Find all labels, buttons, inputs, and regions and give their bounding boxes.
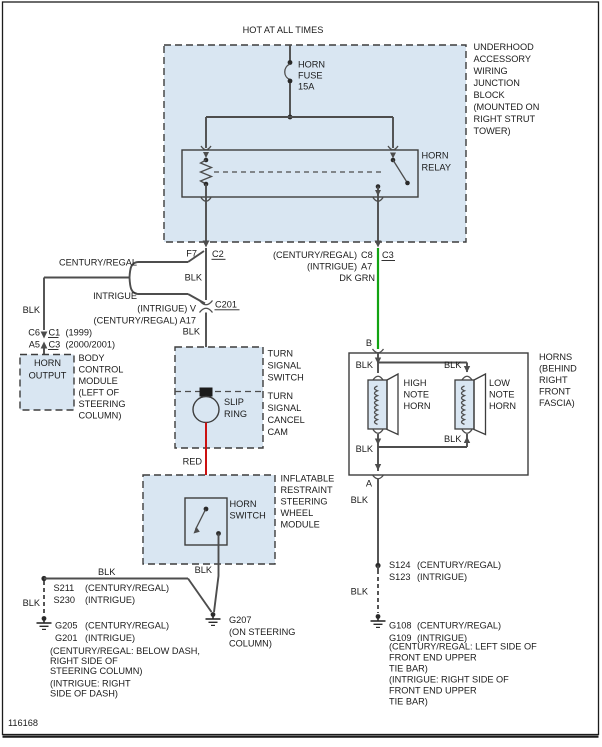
module-label: WHEEL bbox=[280, 508, 314, 518]
horns-location-label: (BEHIND bbox=[539, 363, 577, 374]
ground-label: G108 bbox=[389, 620, 412, 631]
cancel-cam-label: CAM bbox=[267, 427, 288, 437]
junction-block-label: RIGHT STRUT bbox=[473, 114, 536, 124]
connector-label-c3: C3 bbox=[48, 339, 61, 350]
ground-location-label: (CENTURY/REGAL: BELOW DASH, bbox=[50, 646, 200, 656]
horn-output-label: OUTPUT bbox=[28, 370, 67, 381]
bcm-label: CONTROL bbox=[78, 364, 124, 375]
wire-color-label: BLK bbox=[184, 272, 202, 283]
ground-label: G109 bbox=[389, 633, 412, 643]
module-label: STEERING bbox=[280, 496, 328, 507]
pin-label-a7: A7 bbox=[361, 261, 373, 272]
pin-label-c8: C8 bbox=[361, 250, 373, 260]
slip-ring-contact bbox=[200, 388, 213, 397]
bcm-label: COLUMN) bbox=[78, 410, 122, 421]
junction-block-label: JUNCTION bbox=[473, 78, 520, 88]
slip-ring-label: RING bbox=[224, 409, 247, 419]
model-label: (CENTURY/REGAL) bbox=[85, 583, 170, 593]
ground-location-label: FRONT END UPPER bbox=[389, 685, 477, 696]
ground-g207 bbox=[206, 612, 296, 648]
horn-switch-module bbox=[143, 474, 334, 613]
horns-location-label: FRONT bbox=[539, 386, 571, 397]
pin-label-a5: A5 bbox=[28, 339, 40, 350]
splice-label: S211 bbox=[53, 583, 75, 593]
arrow-icon bbox=[41, 342, 48, 349]
cancel-cam-label: CANCEL bbox=[267, 415, 305, 425]
bcm-label: BODY bbox=[78, 353, 105, 363]
year-label: (1999) bbox=[65, 327, 93, 338]
low-note-horn-label: LOW bbox=[489, 378, 510, 388]
horn-output-label: HORN bbox=[33, 358, 62, 368]
ground-location-label: TIE BAR) bbox=[389, 696, 428, 707]
left-grounds bbox=[23, 567, 212, 699]
high-note-horn-label: NOTE bbox=[403, 389, 430, 400]
low-note-horn-label: HORN bbox=[489, 401, 517, 411]
splice-label: S123 bbox=[389, 572, 411, 582]
turn-signal-switch-label: TURN bbox=[267, 348, 294, 359]
ground-location-label: STEERING COLUMN) bbox=[50, 666, 143, 676]
bcm-label: (LEFT OF bbox=[78, 387, 120, 398]
junction-block-label: BLOCK bbox=[473, 90, 505, 100]
junction-block-label: TOWER) bbox=[473, 126, 511, 136]
fuse-label: FUSE bbox=[298, 70, 323, 81]
ground-icon-g207 bbox=[206, 612, 221, 625]
branch-label-century-regal: CENTURY/REGAL bbox=[59, 257, 137, 268]
turn-signal-switch-label: SWITCH bbox=[267, 372, 304, 383]
bcm-label: STEERING bbox=[78, 399, 126, 409]
wire-color-label: BLK bbox=[444, 434, 462, 444]
arrow-icon bbox=[375, 241, 382, 248]
horns-location-label: RIGHT bbox=[539, 375, 568, 385]
connector-arc bbox=[373, 349, 384, 353]
model-label: (CENTURY/REGAL) bbox=[85, 620, 170, 631]
arrow-icon bbox=[203, 241, 210, 248]
relay-label: RELAY bbox=[421, 162, 451, 173]
ground-label: G205 bbox=[55, 620, 78, 631]
connector-label-c1: C1 bbox=[48, 327, 61, 338]
wire-color-label: BLK bbox=[194, 565, 212, 575]
ground-icon-g108 bbox=[371, 614, 386, 627]
high-note-horn-label: HORN bbox=[403, 401, 431, 411]
ground-location-label: (ON STEERING bbox=[229, 627, 296, 637]
model-label: (CENTURY/REGAL) bbox=[272, 250, 357, 260]
model-label: (INTRIGUE) bbox=[85, 633, 136, 643]
ground-label: G201 bbox=[55, 633, 78, 643]
model-label: (INTRIGUE) bbox=[417, 633, 468, 643]
fuse-terminal-dot bbox=[288, 79, 293, 84]
horns-location-label: HORNS bbox=[539, 352, 573, 362]
connector-label-c201: C201 bbox=[215, 299, 237, 310]
pin-label: (CENTURY/REGAL) A17 bbox=[93, 315, 196, 326]
wire-color-label: BLK bbox=[182, 326, 200, 337]
arrow-icon bbox=[41, 332, 48, 339]
ground-location-label: SIDE OF DASH) bbox=[50, 688, 118, 699]
ground-label: G207 bbox=[229, 615, 252, 625]
wire-color-label: DK GRN bbox=[339, 273, 375, 283]
model-label: (CENTURY/REGAL) bbox=[417, 560, 502, 570]
wire-color-label: RED bbox=[182, 456, 202, 467]
horns-assembly bbox=[349, 349, 577, 479]
wire-color-label: BLK bbox=[22, 598, 40, 608]
horns-location-label: FASCIA) bbox=[539, 398, 575, 408]
bcm-label: MODULE bbox=[78, 376, 118, 386]
ground-location-label: RIGHT SIDE OF bbox=[50, 656, 118, 666]
junction-block-label: (MOUNTED ON bbox=[473, 102, 540, 112]
horn-switch-label: HORN bbox=[229, 499, 257, 509]
right-grounds bbox=[351, 479, 537, 707]
branch-label-intrigue: INTRIGUE bbox=[93, 291, 137, 301]
ground-location-label: (INTRIGUE: RIGHT SIDE OF bbox=[389, 674, 509, 685]
ground-location-label: COLUMN) bbox=[229, 638, 272, 649]
hot-at-all-times-label: HOT AT ALL TIMES bbox=[242, 25, 324, 35]
pin-label-b: B bbox=[365, 338, 372, 348]
horn-switch-label: SWITCH bbox=[229, 510, 266, 521]
connector-arc bbox=[200, 308, 213, 312]
module-label: MODULE bbox=[280, 519, 320, 530]
junction-block-label: ACCESSORY bbox=[473, 54, 532, 64]
turn-signal-switch-label: SIGNAL bbox=[267, 360, 302, 371]
cancel-cam-label: TURN bbox=[267, 391, 294, 401]
figure-number: 116168 bbox=[8, 718, 38, 728]
wire-color-label: BLK bbox=[350, 495, 368, 505]
module-label: INFLATABLE bbox=[280, 473, 335, 484]
pin-label: (INTRIGUE) V bbox=[137, 303, 196, 314]
pin-label-c6: C6 bbox=[28, 327, 40, 338]
ground-location-label: (CENTURY/REGAL: LEFT SIDE OF bbox=[389, 641, 537, 652]
wire-color-label: BLK bbox=[22, 305, 40, 315]
high-note-horn-label: HIGH bbox=[403, 378, 427, 388]
slip-ring-label: SLIP bbox=[224, 397, 244, 407]
splice-label: S230 bbox=[53, 595, 75, 605]
relay-label: HORN bbox=[421, 150, 449, 161]
ground-location-label: FRONT END UPPER bbox=[389, 652, 477, 663]
wire-color-label: BLK bbox=[444, 360, 462, 370]
module-label: RESTRAINT bbox=[280, 485, 333, 495]
connector-label-c3: C3 bbox=[382, 250, 394, 260]
model-label: (INTRIGUE) bbox=[85, 595, 136, 605]
ground-icon-g205 bbox=[37, 616, 52, 629]
year-label: (2000/2001) bbox=[65, 339, 116, 350]
pin-label-a: A bbox=[365, 478, 372, 489]
fuse-rating-label: 15A bbox=[298, 81, 315, 92]
splice-label: S124 bbox=[389, 560, 411, 570]
model-label: (CENTURY/REGAL) bbox=[417, 620, 502, 631]
ground-location-label: (INTRIGUE: RIGHT bbox=[50, 678, 131, 689]
wire-color-label: BLK bbox=[355, 444, 373, 454]
cancel-cam-label: SIGNAL bbox=[267, 403, 302, 413]
fuse-label: HORN bbox=[298, 59, 326, 70]
low-note-horn-label: NOTE bbox=[489, 389, 515, 400]
connector-label-c2: C2 bbox=[212, 249, 224, 259]
wire-color-label: BLK bbox=[350, 586, 368, 597]
model-label: (INTRIGUE) bbox=[417, 572, 468, 582]
ground-location-label: TIE BAR) bbox=[389, 663, 428, 674]
junction-block bbox=[164, 42, 539, 242]
junction-block-label: UNDERHOOD bbox=[473, 42, 534, 52]
turn-signal-switch-box bbox=[175, 347, 263, 448]
pin-label-f7: F7 bbox=[186, 248, 197, 259]
model-label: (INTRIGUE) bbox=[306, 261, 357, 272]
junction-block-label: WIRING bbox=[473, 66, 508, 76]
junction-block-exits bbox=[185, 241, 395, 284]
wire-color-label: BLK bbox=[355, 360, 373, 370]
wire-color-label: BLK bbox=[98, 567, 116, 577]
